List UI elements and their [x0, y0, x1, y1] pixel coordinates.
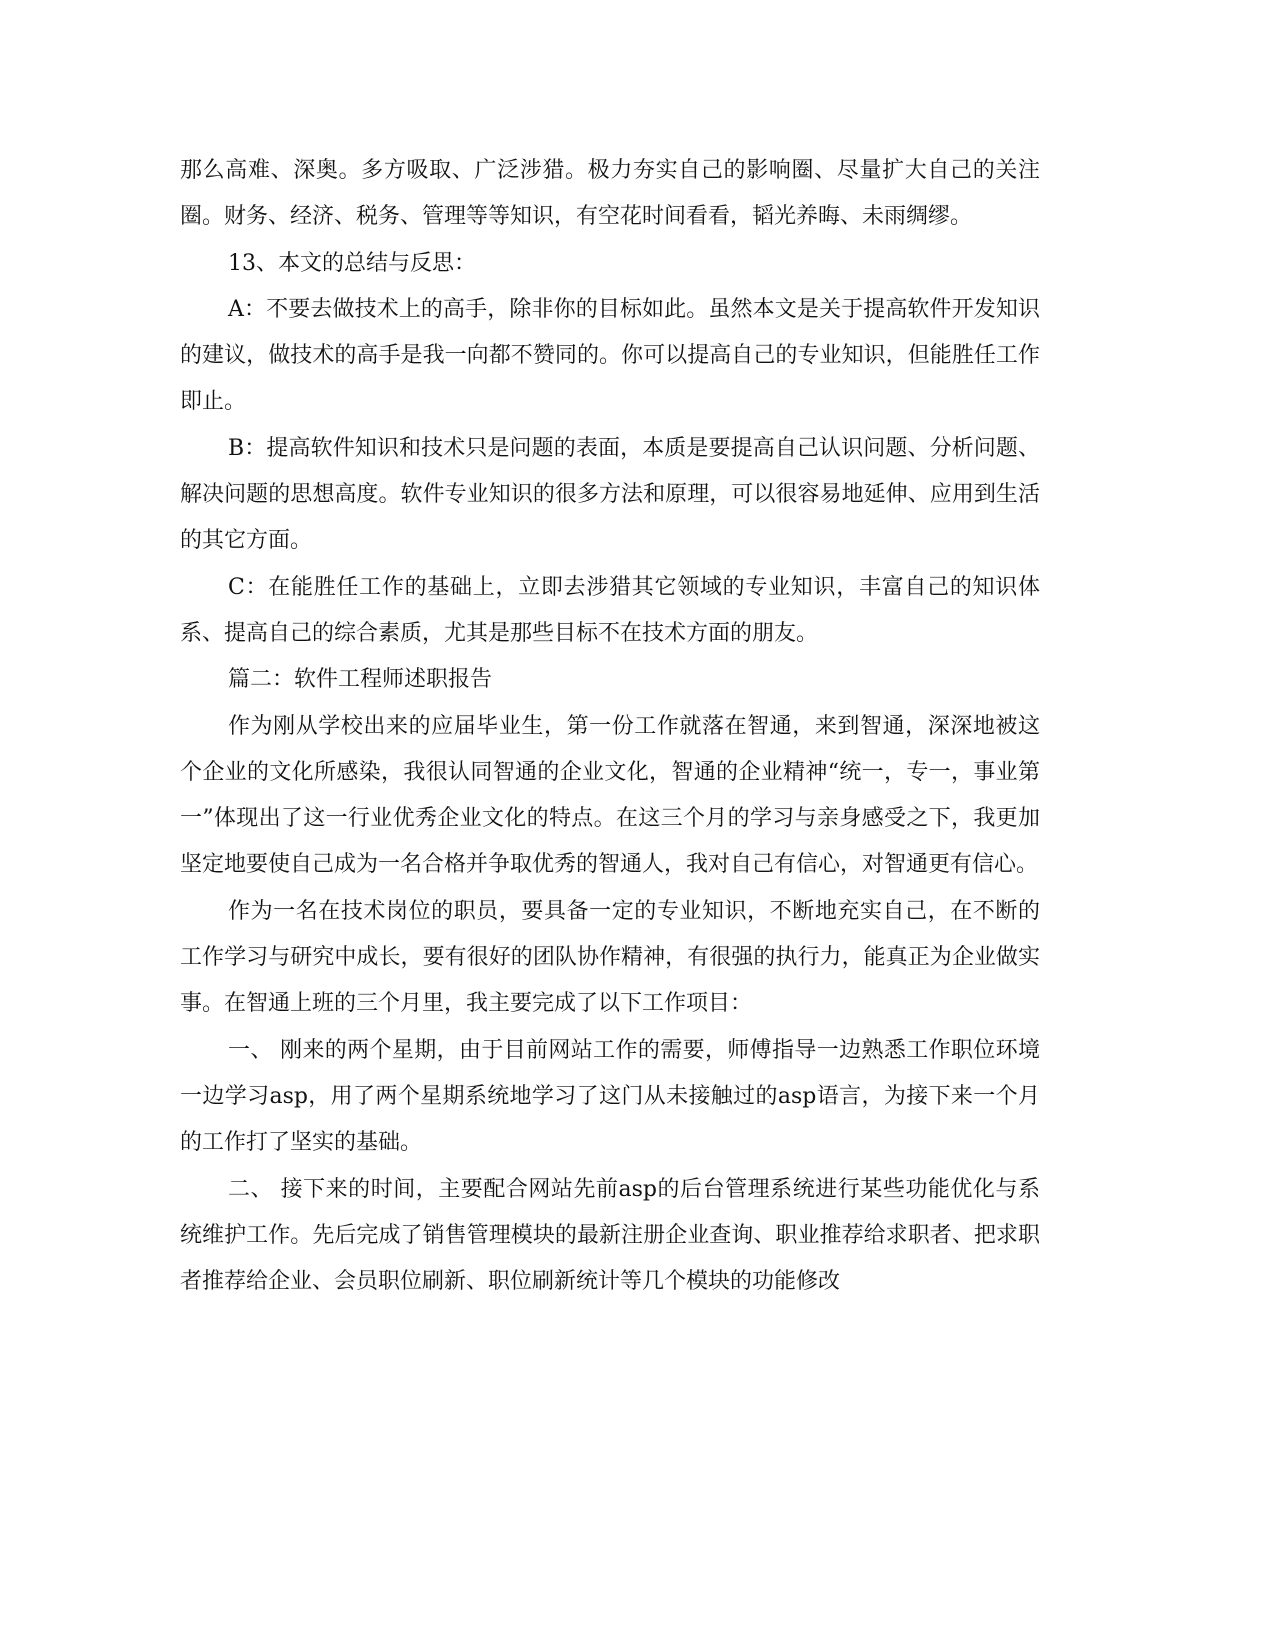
paragraph: 作为一名在技术岗位的职员，要具备一定的专业知识，不断地充实自己，在不断的工作学习与研究中成长，要有很好的团队协作精神，有很强的执行力，能真正为企业做实事。在智通上班的三个月里，我主要完成了以下工作项目：: [180, 898, 1040, 1017]
paragraph: B：提高软件知识和技术只是问题的表面，本质是要提高自己认识问题、分析问题、解决问题的思想高度。软件专业知识的很多方法和原理，可以很容易地延伸、应用到生活的其它方面。: [180, 435, 1040, 554]
section-heading-report: 篇二：软件工程师述职报告: [228, 667, 493, 693]
paragraph: C：在能胜任工作的基础上，立即去涉猎其它领域的专业知识，丰富自己的知识体系、提高自己的综合素质，尤其是那些目标不在技术方面的朋友。: [180, 574, 1040, 646]
document-body: [180, 148, 1040, 1305]
paragraph: 作为刚从学校出来的应届毕业生，第一份工作就落在智通，来到智通，深深地被这个企业的文化所感染，我很认同智通的企业文化，智通的企业精神“统一，专一，事业第一”体现出了这一行业优秀企业文化的特点。在这三个月的学习与亲身感受之下，我更加坚定地要使自己成为一名合格并争取优秀的智通人，我对自己有信心，对智通更有信心。: [180, 713, 1040, 878]
paragraph: 一、 刚来的两个星期，由于目前网站工作的需要，师傅指导一边熟悉工作职位环境一边学习asp，用了两个星期系统地学习了这门从未接触过的asp语言，为接下来一个月的工作打了坚实的基础。: [180, 1037, 1040, 1156]
paragraph: 那么高难、深奥。多方吸取、广泛涉猎。极力夯实自己的影响圈、尽量扩大自己的关注圈。财务、经济、税务、管理等等知识，有空花时间看看，韬光养晦、未雨绸缪。: [180, 158, 1040, 230]
paragraph: A：不要去做技术上的高手，除非你的目标如此。虽然本文是关于提高软件开发知识的建议，做技术的高手是我一向都不赞同的。你可以提高自己的专业知识，但能胜任工作即止。: [180, 296, 1040, 415]
paragraph: 二、 接下来的时间，主要配合网站先前asp的后台管理系统进行某些功能优化与系统维护工作。先后完成了销售管理模块的最新注册企业查询、职业推荐给求职者、把求职者推荐给企业、会员职位刷新、职位刷新统计等几个模块的功能修改: [180, 1176, 1040, 1295]
section-heading-summary: 13、本文的总结与反思：: [228, 250, 476, 276]
